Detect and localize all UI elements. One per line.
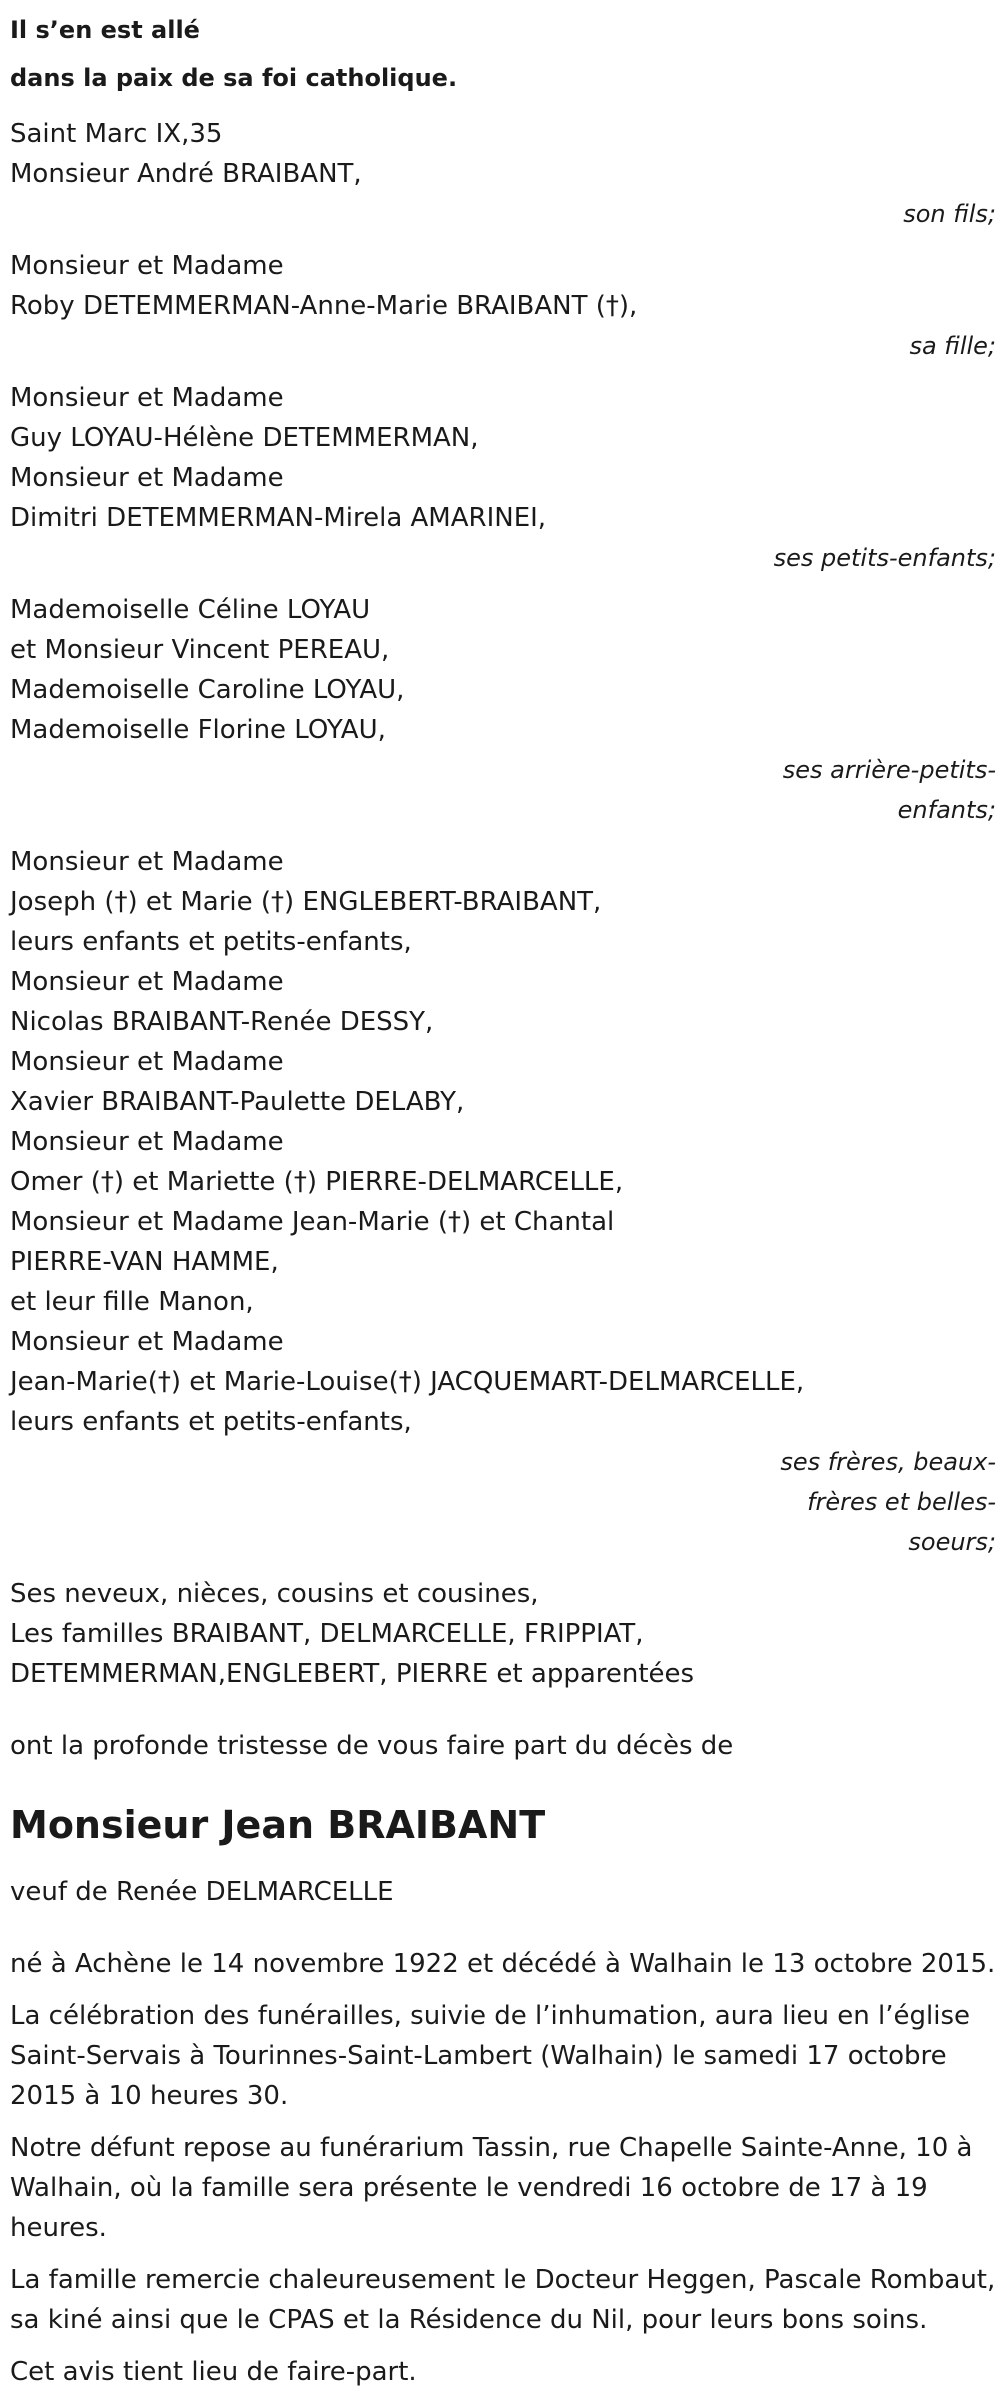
family-line: Monsieur et Madame bbox=[10, 1047, 284, 1077]
family-role: soeurs; bbox=[908, 1528, 996, 1556]
family-role: ses petits-enfants; bbox=[773, 544, 996, 572]
family-role: enfants; bbox=[897, 796, 996, 824]
family-line: Jean-Marie(†) et Marie-Louise(†) JACQUEMART-DELMARCELLE, bbox=[10, 1367, 805, 1397]
widower-line: veuf de Renée DELMARCELLE bbox=[10, 1877, 394, 1907]
intro-line: Il s’en est allé bbox=[10, 16, 200, 44]
closing-line: Cet avis tient lieu de faire-part. bbox=[10, 2357, 417, 2387]
family-line: Monsieur et Madame bbox=[10, 1327, 284, 1357]
announcement: ont la profonde tristesse de vous faire part du décès de bbox=[10, 1731, 734, 1761]
family-line: leurs enfants et petits-enfants, bbox=[10, 1407, 412, 1437]
family-line: Monsieur et Madame bbox=[10, 1127, 284, 1157]
family-group bbox=[10, 378, 996, 578]
funerarium-paragraph: Notre défunt repose au funérarium Tassin, rue Chapelle Sainte-Anne, 10 à Walhain, où la famille sera présente le vendredi 16 octobre de 17 à 19 heures. bbox=[10, 2133, 973, 2243]
family-role: frères et belles- bbox=[807, 1488, 996, 1516]
family-line: Omer (†) et Mariette (†) PIERRE-DELMARCELLE, bbox=[10, 1167, 624, 1197]
family-role: ses frères, beaux- bbox=[780, 1448, 996, 1476]
family-role: ses arrière-petits- bbox=[782, 756, 996, 784]
family-line: Monsieur et Madame bbox=[10, 967, 284, 997]
extended-line: DETEMMERMAN,ENGLEBERT, PIERRE et apparentées bbox=[10, 1659, 695, 1689]
thanks-paragraph: La famille remercie chaleureusement le Docteur Heggen, Pascale Rombaut, sa kiné ainsi que le CPAS et la Résidence du Nil, pour leurs bons soins. bbox=[10, 2265, 996, 2335]
family-group bbox=[10, 842, 996, 1562]
birth-death-paragraph: né à Achène le 14 novembre 1922 et décédé à Walhain le 13 octobre 2015. bbox=[10, 1949, 996, 1979]
extended-family bbox=[10, 1574, 996, 1694]
deceased-name: Monsieur Jean BRAIBANT bbox=[10, 1803, 546, 1847]
family-line: Mademoiselle Florine LOYAU, bbox=[10, 715, 386, 745]
family-group bbox=[10, 154, 996, 234]
bible-verse: Saint Marc IX,35 bbox=[10, 119, 223, 149]
family-line: Roby DETEMMERMAN-Anne-Marie BRAIBANT (†), bbox=[10, 291, 638, 321]
family-role: sa fille; bbox=[909, 332, 996, 360]
family-group bbox=[10, 590, 996, 830]
family-role: son fils; bbox=[903, 200, 996, 228]
family-line: Monsieur et Madame bbox=[10, 463, 284, 493]
family-line: PIERRE-VAN HAMME, bbox=[10, 1247, 279, 1277]
family-line: Xavier BRAIBANT-Paulette DELABY, bbox=[10, 1087, 465, 1117]
family-line: leurs enfants et petits-enfants, bbox=[10, 927, 412, 957]
family-line: Guy LOYAU-Hélène DETEMMERMAN, bbox=[10, 423, 479, 453]
intro-line: dans la paix de sa foi catholique. bbox=[10, 64, 458, 92]
family-line: Monsieur et Madame bbox=[10, 251, 284, 281]
extended-line: Les familles BRAIBANT, DELMARCELLE, FRIPPIAT, bbox=[10, 1619, 644, 1649]
family-line: et Monsieur Vincent PEREAU, bbox=[10, 635, 390, 665]
obituary-notice bbox=[10, 6, 996, 2392]
family-line: Monsieur André BRAIBANT, bbox=[10, 159, 362, 189]
family-line: Monsieur et Madame bbox=[10, 383, 284, 413]
family-line: Mademoiselle Caroline LOYAU, bbox=[10, 675, 405, 705]
family-line: Monsieur et Madame bbox=[10, 847, 284, 877]
extended-line: Ses neveux, nièces, cousins et cousines, bbox=[10, 1579, 539, 1609]
family-group bbox=[10, 246, 996, 366]
family-line: Mademoiselle Céline LOYAU bbox=[10, 595, 371, 625]
funeral-paragraph: La célébration des funérailles, suivie de l’inhumation, aura lieu en l’église Saint-Servais à Tourinnes-Saint-Lambert (Walhain) le samedi 17 octobre 2015 à 10 heures 30. bbox=[10, 2001, 970, 2111]
family-line: Nicolas BRAIBANT-Renée DESSY, bbox=[10, 1007, 434, 1037]
family-line: Joseph (†) et Marie (†) ENGLEBERT-BRAIBANT, bbox=[10, 887, 602, 917]
family-line: Dimitri DETEMMERMAN-Mirela AMARINEI, bbox=[10, 503, 547, 533]
family-line: et leur fille Manon, bbox=[10, 1287, 254, 1317]
family-line: Monsieur et Madame Jean-Marie (†) et Chantal bbox=[10, 1207, 615, 1237]
